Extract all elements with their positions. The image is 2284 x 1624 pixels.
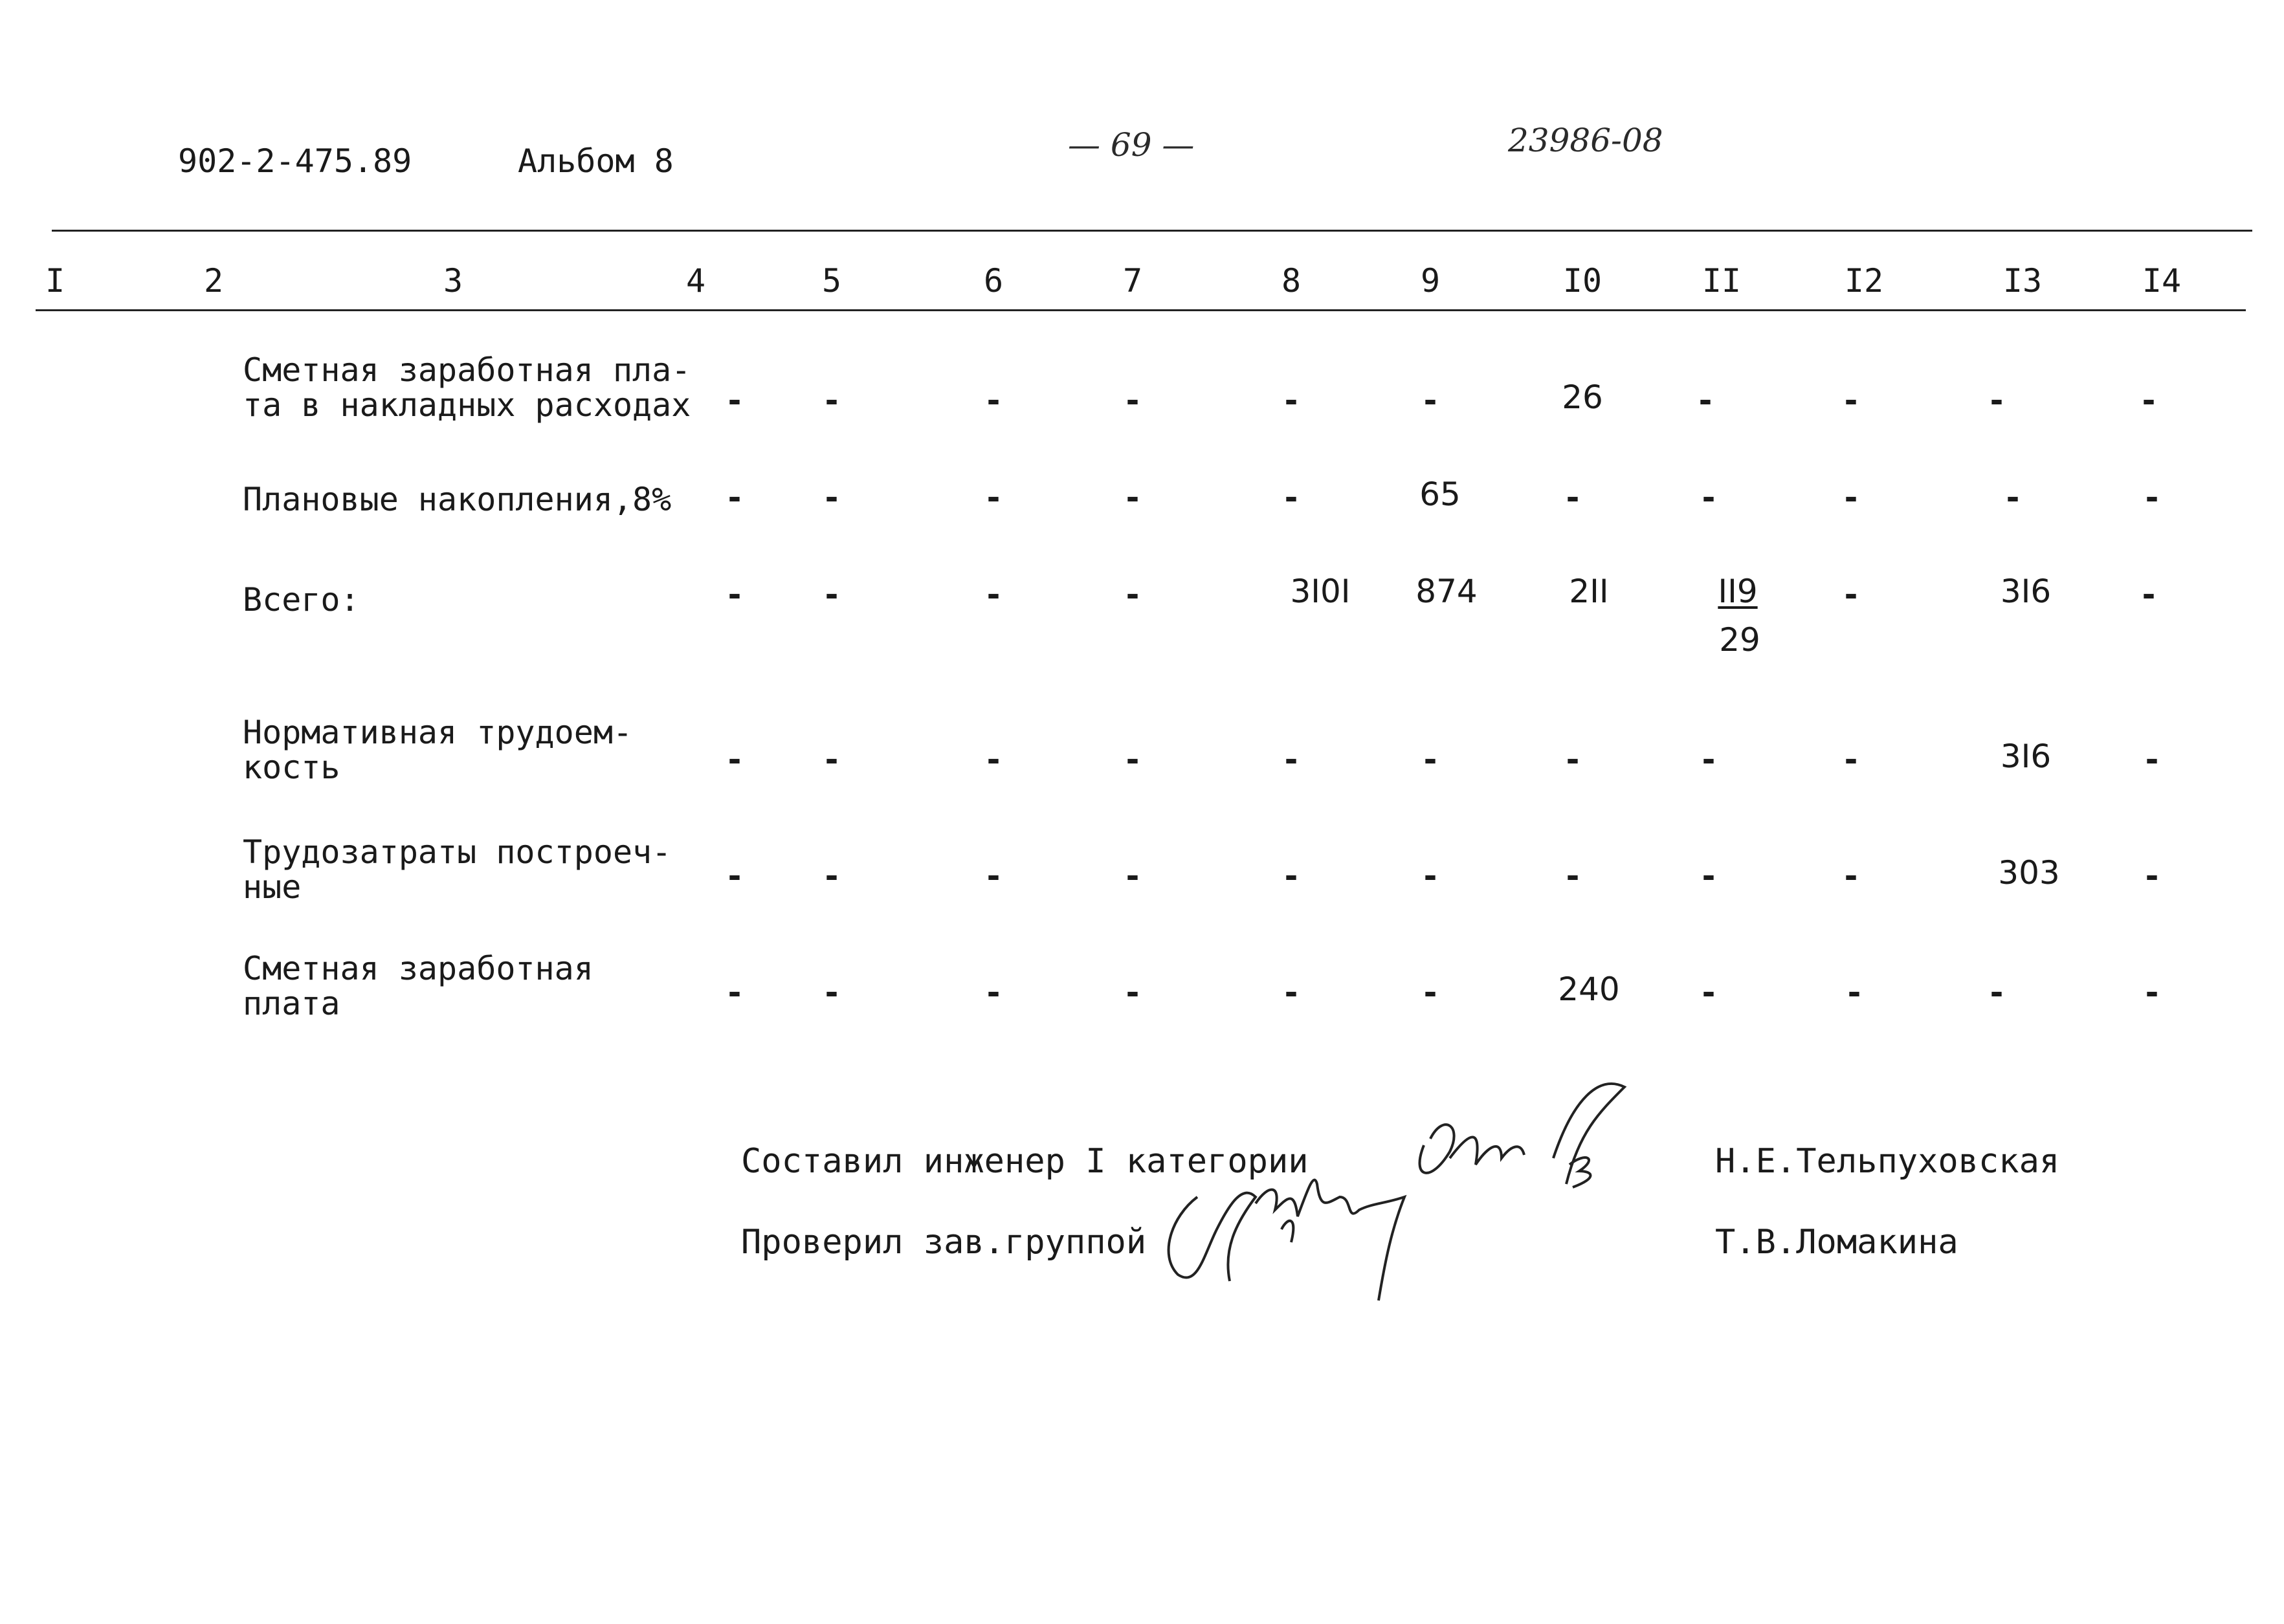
- column-number: II: [1702, 262, 1742, 300]
- table-cell: -: [1566, 741, 1580, 778]
- table-cell: -: [825, 974, 839, 1011]
- table-cell: -: [1125, 741, 1140, 778]
- column-number: 7: [1122, 262, 1143, 300]
- table-cell: -: [727, 382, 742, 419]
- table-cell: -: [1990, 974, 2004, 1011]
- compiled-by-label: Составил инженер I категории: [741, 1142, 1309, 1181]
- table-cell: -: [2006, 479, 2020, 516]
- table-cell: -: [986, 576, 1001, 613]
- table-cell: 240: [1558, 971, 1620, 1008]
- table-cell: -: [1702, 974, 1716, 1011]
- table-cell: -: [986, 974, 1001, 1011]
- table-cell: -: [1423, 741, 1437, 778]
- table-cell: -: [1125, 576, 1140, 613]
- table-cell: -: [1423, 857, 1437, 895]
- table-cell: 303: [1998, 854, 2060, 892]
- table-cell: -: [727, 576, 742, 613]
- table-cell: -: [2145, 974, 2159, 1011]
- table-cell-subvalue: 29: [1719, 621, 1760, 659]
- table-cell: -: [2142, 576, 2156, 613]
- checked-by-name: Т.В.Ломакина: [1715, 1223, 1958, 1262]
- table-cell: -: [1698, 382, 1713, 419]
- table-cell: 3I0I: [1290, 573, 1351, 610]
- table-cell: -: [1844, 857, 1858, 895]
- inventory-number: 23986-08: [1508, 122, 1663, 159]
- table-cell: -: [1844, 382, 1858, 419]
- page-number: — 69 —: [1068, 126, 1195, 164]
- table-cell: -: [1844, 576, 1858, 613]
- table-cell: -: [986, 857, 1001, 895]
- row-label-estimated-wages: Сметная заработная плата: [243, 950, 593, 1022]
- table-cell: -: [825, 576, 839, 613]
- album-label: Альбом 8: [518, 142, 674, 180]
- row-label-normative-labor: Нормативная трудоем- кость: [243, 714, 633, 786]
- table-cell: 3I6: [2000, 573, 2052, 610]
- table-cell: -: [1125, 479, 1140, 516]
- table-cell: -: [2142, 382, 2156, 419]
- table-cell: -: [825, 479, 839, 516]
- row-label-estimated-wages-overhead: Сметная заработная пла- та в накладных расходах: [243, 351, 691, 424]
- row-label-construction-labor: Трудозатраты построеч- ные: [243, 833, 672, 906]
- table-cell: -: [727, 974, 742, 1011]
- column-number: 5: [821, 262, 842, 300]
- table-cell: 874: [1415, 573, 1478, 610]
- table-cell: -: [986, 479, 1001, 516]
- table-cell: -: [727, 479, 742, 516]
- table-cell: 26: [1562, 379, 1603, 416]
- table-cell: -: [1423, 382, 1437, 419]
- column-number: I2: [1844, 262, 1884, 300]
- table-cell: -: [1702, 479, 1716, 516]
- column-number: I3: [2002, 262, 2043, 300]
- column-number: I0: [1562, 262, 1602, 300]
- table-cell: -: [1284, 857, 1298, 895]
- column-number: 8: [1281, 262, 1302, 300]
- signature-checker: [1159, 1158, 1443, 1307]
- table-cell: -: [1566, 857, 1580, 895]
- table-cell: -: [727, 741, 742, 778]
- table-cell: -: [1844, 479, 1858, 516]
- table-cell: -: [1702, 741, 1716, 778]
- column-number: 3: [443, 262, 463, 300]
- table-cell: -: [1847, 974, 1861, 1011]
- table-cell: 2II: [1569, 573, 1609, 610]
- table-cell: 3I6: [2000, 738, 2052, 775]
- column-number: 2: [203, 262, 224, 300]
- row-label-planned-savings: Плановые накопления,8%: [243, 481, 672, 518]
- column-number: I4: [2142, 262, 2182, 300]
- table-header-rule: [36, 309, 2246, 311]
- table-cell: -: [986, 741, 1001, 778]
- table-cell: -: [1284, 382, 1298, 419]
- table-top-rule: [52, 230, 2252, 232]
- column-number: 4: [685, 262, 706, 300]
- table-cell: -: [1284, 974, 1298, 1011]
- table-cell: -: [1566, 479, 1580, 516]
- table-cell: -: [1125, 857, 1140, 895]
- compiled-by-name: Н.Е.Тельпуховская: [1715, 1142, 2060, 1181]
- table-cell: II9: [1718, 573, 1758, 610]
- table-cell: -: [825, 382, 839, 419]
- table-cell: -: [986, 382, 1001, 419]
- row-label-total: Всего:: [243, 581, 360, 619]
- document-code: 902-2-475.89: [178, 142, 412, 180]
- column-number: I: [45, 262, 65, 300]
- table-cell: -: [1423, 974, 1437, 1011]
- table-cell: 65: [1419, 476, 1461, 513]
- column-number: 9: [1420, 262, 1441, 300]
- table-cell: -: [2145, 741, 2159, 778]
- table-cell: -: [1125, 974, 1140, 1011]
- table-cell: -: [2145, 857, 2159, 895]
- table-cell: -: [1844, 741, 1858, 778]
- table-cell: -: [727, 857, 742, 895]
- table-cell: -: [825, 741, 839, 778]
- table-cell: -: [1284, 479, 1298, 516]
- column-number: 6: [983, 262, 1004, 300]
- checked-by-label: Проверил зав.группой: [741, 1223, 1147, 1262]
- table-cell: -: [2145, 479, 2159, 516]
- table-cell: -: [1125, 382, 1140, 419]
- table-cell: -: [1702, 857, 1716, 895]
- table-cell: -: [1990, 382, 2004, 419]
- table-cell: -: [1284, 741, 1298, 778]
- table-cell: -: [825, 857, 839, 895]
